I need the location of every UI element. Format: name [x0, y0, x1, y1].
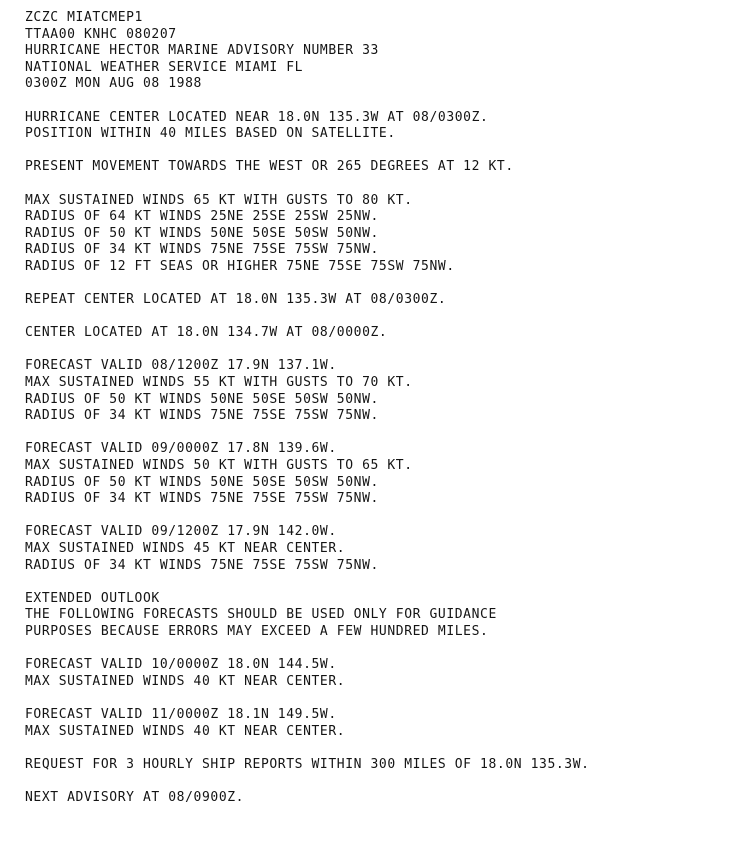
- text-line: FORECAST VALID 09/1200Z 17.9N 142.0W.: [25, 524, 337, 540]
- forecast-block-4: [25, 657, 725, 690]
- text-line: NEXT ADVISORY AT 08/0900Z.: [25, 789, 245, 805]
- text-line: FORECAST VALID 08/1200Z 17.9N 137.1W.: [25, 358, 337, 374]
- center-position-block: [25, 110, 725, 143]
- product-identifier: TTAA00 KNHC 080207: [25, 26, 177, 42]
- text-line: MAX SUSTAINED WINDS 45 KT NEAR CENTER.: [25, 541, 346, 556]
- text-line: THE FOLLOWING FORECASTS SHOULD BE USED ONLY FOR GUIDANCE: [25, 607, 497, 623]
- text-line: CENTER LOCATED AT 18.0N 134.7W AT 08/0000Z.: [25, 325, 388, 341]
- section-heading: EXTENDED OUTLOOK: [25, 590, 160, 606]
- extended-outlook-block: [25, 591, 725, 641]
- forecast-block-2: [25, 441, 725, 507]
- advisory-title: HURRICANE HECTOR MARINE ADVISORY NUMBER 33: [25, 43, 379, 59]
- movement-block: [25, 159, 725, 176]
- next-advisory-block: [25, 790, 725, 807]
- text-line: MAX SUSTAINED WINDS 65 KT WITH GUSTS TO 80 KT.: [25, 192, 413, 208]
- text-line: FORECAST VALID 10/0000Z 18.0N 144.5W.: [25, 657, 337, 673]
- text-line: FORECAST VALID 11/0000Z 18.1N 149.5W.: [25, 706, 337, 722]
- current-winds-block: [25, 193, 725, 276]
- issue-time: 0300Z MON AUG 08 1988: [25, 76, 202, 92]
- text-line: REPEAT CENTER LOCATED AT 18.0N 135.3W AT 08/0300Z.: [25, 292, 447, 308]
- text-line: POSITION WITHIN 40 MILES BASED ON SATELLITE.: [25, 126, 396, 142]
- header-block: [25, 10, 725, 93]
- previous-center-block: [25, 325, 725, 342]
- text-line: RADIUS OF 50 KT WINDS 50NE 50SE 50SW 50NW.: [25, 391, 379, 407]
- text-line: RADIUS OF 64 KT WINDS 25NE 25SE 25SW 25NW.: [25, 209, 379, 225]
- issuing-office: NATIONAL WEATHER SERVICE MIAMI FL: [25, 59, 304, 75]
- repeat-center-block: [25, 292, 725, 309]
- text-line: RADIUS OF 34 KT WINDS 75NE 75SE 75SW 75NW.: [25, 242, 379, 258]
- forecast-block-5: [25, 707, 725, 740]
- text-line: PURPOSES BECAUSE ERRORS MAY EXCEED A FEW HUNDRED MILES.: [25, 623, 489, 639]
- text-line: MAX SUSTAINED WINDS 55 KT WITH GUSTS TO 70 KT.: [25, 375, 413, 391]
- text-line: REQUEST FOR 3 HOURLY SHIP REPORTS WITHIN 300 MILES OF 18.0N 135.3W.: [25, 756, 590, 772]
- text-line: RADIUS OF 50 KT WINDS 50NE 50SE 50SW 50NW.: [25, 225, 379, 241]
- text-line: PRESENT MOVEMENT TOWARDS THE WEST OR 265 DEGREES AT 12 KT.: [25, 159, 514, 175]
- ship-request-block: [25, 757, 725, 774]
- forecast-block-1: [25, 358, 725, 424]
- text-line: RADIUS OF 50 KT WINDS 50NE 50SE 50SW 50NW.: [25, 474, 379, 490]
- text-line: HURRICANE CENTER LOCATED NEAR 18.0N 135.3W AT 08/0300Z.: [25, 109, 489, 125]
- text-line: RADIUS OF 34 KT WINDS 75NE 75SE 75SW 75NW.: [25, 557, 379, 573]
- text-line: RADIUS OF 34 KT WINDS 75NE 75SE 75SW 75NW.: [25, 408, 379, 424]
- transmission-code: ZCZC MIATCMEP1: [25, 10, 143, 25]
- marine-advisory-document: [25, 10, 725, 823]
- text-line: MAX SUSTAINED WINDS 50 KT WITH GUSTS TO 65 KT.: [25, 458, 413, 474]
- text-line: RADIUS OF 34 KT WINDS 75NE 75SE 75SW 75NW.: [25, 491, 379, 507]
- text-line: RADIUS OF 12 FT SEAS OR HIGHER 75NE 75SE 75SW 75NW.: [25, 258, 455, 274]
- text-line: MAX SUSTAINED WINDS 40 KT NEAR CENTER.: [25, 723, 346, 739]
- text-line: MAX SUSTAINED WINDS 40 KT NEAR CENTER.: [25, 673, 346, 689]
- forecast-block-3: [25, 524, 725, 574]
- text-line: FORECAST VALID 09/0000Z 17.8N 139.6W.: [25, 441, 337, 457]
